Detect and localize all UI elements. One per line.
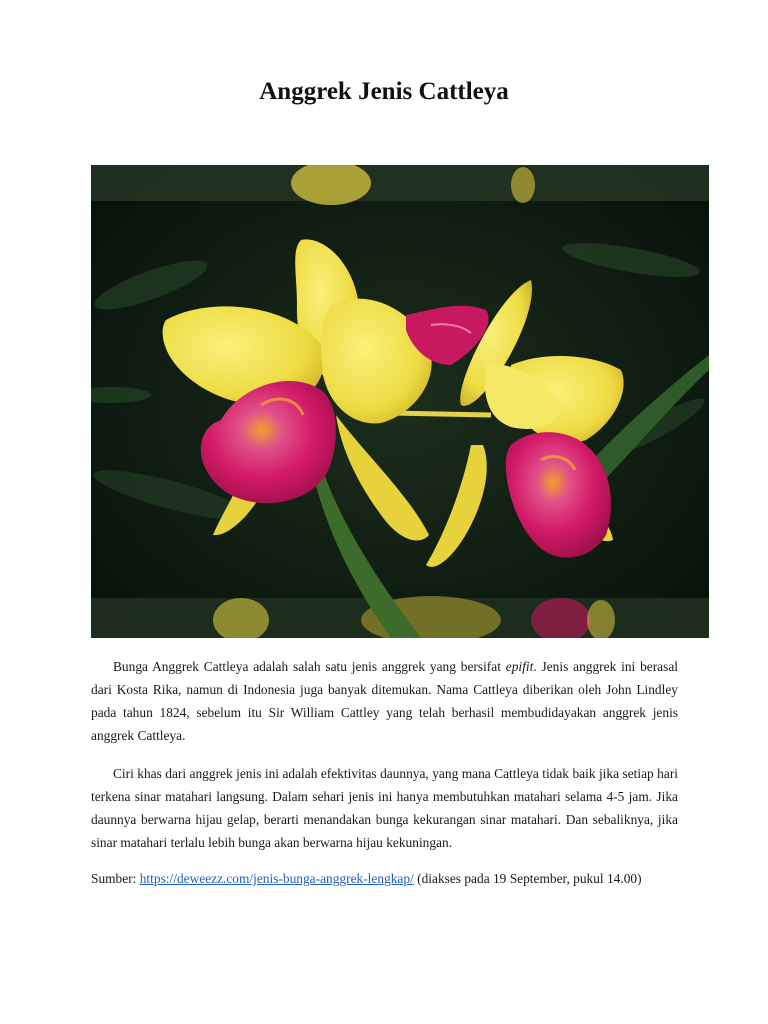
source-accessed-note: (diakses pada 19 September, pukul 14.00) [413,871,642,886]
paragraph2-text: Ciri khas dari anggrek jenis ini adalah efektivitas daunnya, yang mana Cattleya tidak baik jika setiap hari terkena sinar matahari langsung. Dalam sehari jenis ini hanya membutuhkan matahari selama 4-5 jam. Jika daunnya berwarna hijau gelap, berarti menandakan bunga kekurangan sinar matahari. Dan sebaliknya, jika sinar matahari terlalu lebih bunga akan berwarna hijau kekuningan. [91,766,678,850]
paragraph1-italic-term: epifit [505,659,534,674]
source-link[interactable]: https://deweezz.com/jenis-bunga-anggrek-lengkap/ [139,871,414,886]
paragraph1-text-end: . Jenis anggrek ini berasal dari Kosta Rika, namun di Indonesia juga banyak ditemukan. Nama Cattleya diberikan oleh John Lindley pada tahun 1824, sebelum itu Sir William Cattley yang telah berhasil membudidayakan anggrek jenis anggrek Cattleya. [91,659,679,743]
document-title: Anggrek Jenis Cattleya [259,78,509,105]
paragraph-description [91,655,678,747]
source-citation [91,867,678,890]
orchid-illustration [91,165,709,638]
orchid-photo [91,165,709,638]
paragraph1-text-start: Bunga Anggrek Cattleya adalah salah satu jenis anggrek yang bersifat [113,659,506,674]
source-label: Sumber: [91,871,140,886]
paragraph-characteristics [91,762,678,854]
